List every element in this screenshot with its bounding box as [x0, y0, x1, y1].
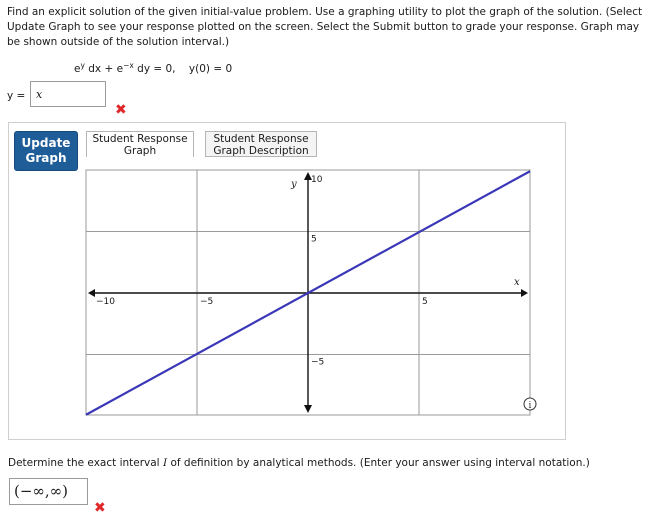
eq-exponent-2: −x [123, 61, 134, 70]
interval-question-var: I [162, 457, 168, 469]
x-tick-label: −5 [200, 297, 214, 307]
initial-condition: y(0) = 0 [188, 63, 233, 75]
tab-student-response-graph[interactable]: Student Response Graph [86, 131, 194, 157]
solution-input[interactable]: x [30, 81, 106, 107]
y-tick-label: 10 [311, 175, 323, 185]
x-tick-label: 5 [422, 297, 428, 307]
instructions-text: Find an explicit solution of the given initial-value problem. Use a graphing utility to plot the graph of the solution. (Select Update Graph to see your response plotted on the screen. Select the Submit button to grade your response. Graph may be shown outside of the solution interval.) [7, 6, 643, 48]
differential-equation [74, 61, 232, 75]
eq-term-1: dx + e [84, 63, 124, 75]
interval-input[interactable]: (−∞,∞) [9, 478, 88, 505]
y-tick-label: 5 [311, 234, 317, 245]
y-axis-label: y [291, 179, 297, 190]
x-tick-label: −10 [96, 297, 115, 307]
update-graph-button[interactable]: Update Graph [14, 131, 78, 171]
eq-base-1: e [74, 63, 81, 75]
eq-exponent-1: y [80, 61, 85, 70]
incorrect-mark-icon: ✖ [115, 102, 127, 118]
tab-student-response-graph-description[interactable]: Student Response Graph Description [205, 131, 317, 157]
info-icon-glyph: i [528, 401, 532, 411]
interval-question [8, 457, 590, 469]
interval-question-pre: Determine the exact interval [8, 457, 163, 469]
y-tick-label: −5 [311, 357, 325, 368]
interval-question-post: of definition by analytical methods. (Enter your answer using interval notation.) [167, 457, 590, 469]
x-axis-label: x [514, 277, 520, 288]
interval-incorrect-mark-icon: ✖ [94, 500, 106, 516]
eq-term-2: dy = 0, [133, 63, 176, 75]
graph-canvas[interactable] [86, 170, 530, 415]
answer-label: y = [7, 90, 26, 102]
